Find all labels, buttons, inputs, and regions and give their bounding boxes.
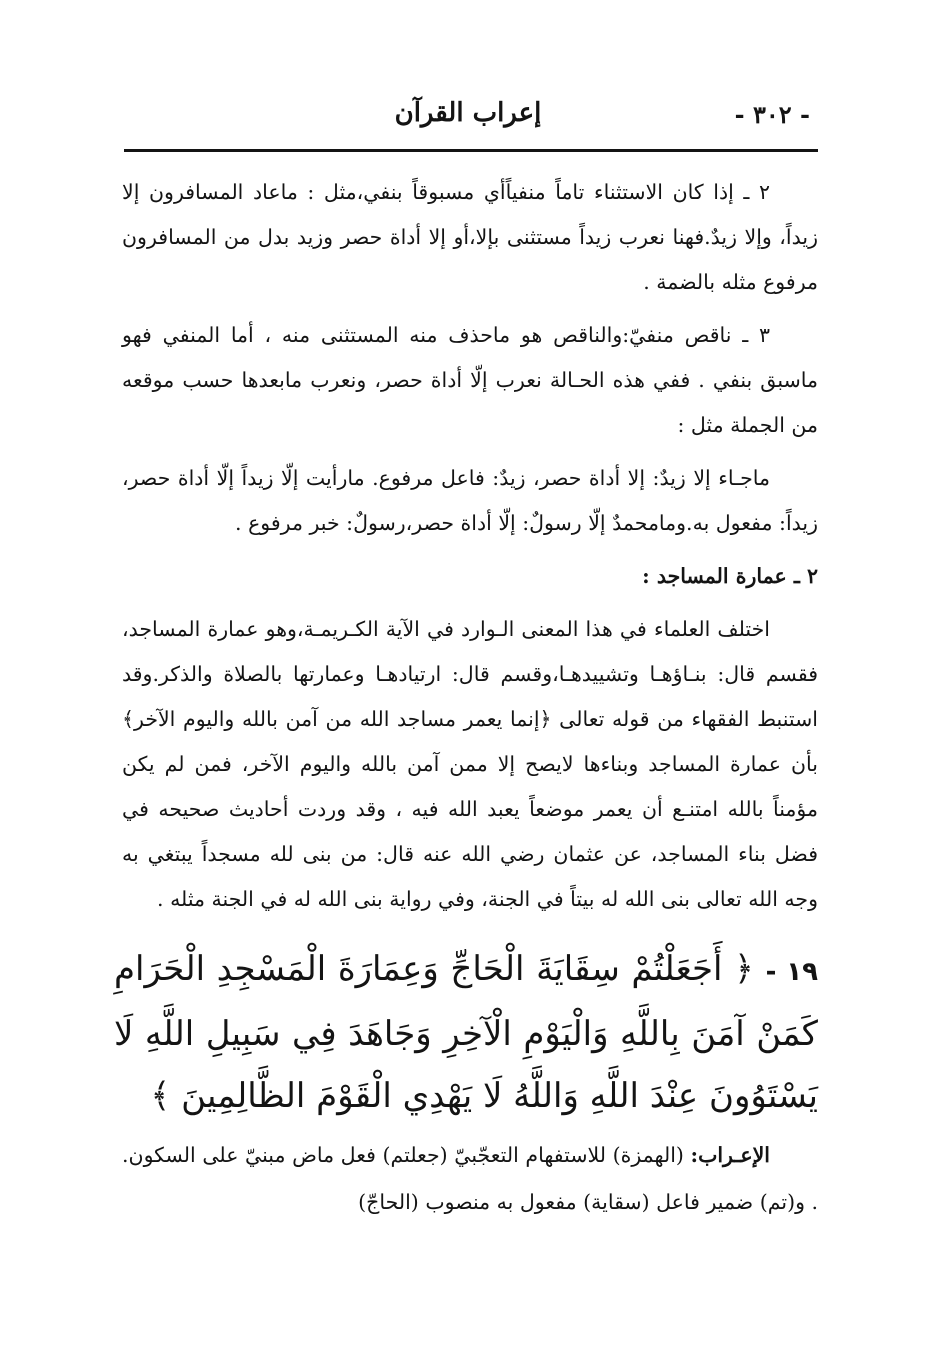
body-text: [122, 170, 818, 930]
quran-verse: [114, 938, 818, 1127]
verse-number: ١٩ -: [765, 957, 818, 987]
section-heading: ٢ ـ عمارة المساجد :: [642, 564, 818, 588]
page-number: - ٣٠٢ -: [734, 100, 810, 129]
running-title: إعراب القرآن: [394, 98, 542, 128]
irab-label: الإعـراب:: [690, 1143, 770, 1167]
paragraph-mosque-building: اختلف العلماء في هذا المعنى الـوارد في الآية الكـريمـة،وهو عمارة المساجد، فقسم قال: بنـاؤهـا وتشييدهـا،وقسم قال: ارتيادهـا وعمارتها بالصلاة والذكر.وقد استنبط الفقهاء من قوله تعالى ﴿إنما يعمر مساجد الله من آمن بالله واليوم الآخر﴾ بأن عمارة المساجد وبناءها لايصح إلا ممن آمن بالله واليوم الآخر، فمن لم يكن مؤمناً بالله امتنـع أن يعمر موضعاً يعبد الله فيه ، وقد وردت أحاديث صحيحه في فضل بناء المساجد، عن عثمان رضي الله عنه قال: من بنى لله مسجداً يبتغي به وجه الله تعالى بنى الله له بيتاً في الجنة، وفي رواية بنى الله له في الجنة مثله .: [122, 617, 818, 911]
paragraph-exception-full-negated: ٢ ـ إذا كان الاستثناء تاماً منفياًأي مسبوقاً بنفي،مثل : ماعاد المسافرون إلا زيداً، وإلا زيدٌ.فهنا نعرب زيداً مستثنى بإلا،أو إلا أداة حصر وزيد بدل من المسافرون مرفوع مثله بالضمة .: [122, 180, 818, 294]
paragraph-exception-deficient-negated: ٣ ـ ناقص منفيّ:والناقص هو ماحذف منه المستثنى منه ، أما المنفي فهو ماسبق بنفي . ففي هذه الحـالة نعرب إلّا أداة حصر، ونعرب مابعدها حسب موقعه من الجملة مثل :: [122, 323, 818, 437]
page-header: [120, 92, 816, 136]
irab-text: (الهمزة) للاستفهام التعجّبيّ (جعلتم) فعل ماض مبنيّ على السكون. . و(تم) ضمير فاعل (سقاية) مفعول به منصوب (الحاجّ): [122, 1143, 818, 1214]
header-rule: [124, 149, 818, 152]
paragraph-examples: ماجـاء إلا زيدٌ: إلا أداة حصر، زيدٌ: فاعل مرفوع. مارأيت إلّا زيداً إلّا أداة حصر، زيداً: مفعول به.ومامحمدٌ إلّا رسولٌ: إلّا أداة حصر،رسولٌ: خبر مرفوع .: [122, 466, 818, 535]
irab-paragraph: [122, 1132, 818, 1226]
verse-text: ﴿ أَجَعَلْتُمْ سِقَايَةَ الْحَاجِّ وَعِمَارَةَ الْمَسْجِدِ الْحَرَامِ كَمَنْ آمَنَ بِاللَّهِ وَالْيَوْمِ الْآخِرِ وَجَاهَدَ فِي سَبِيلِ اللَّهِ لَا يَسْتَوُونَ عِنْدَ اللَّهِ وَاللَّهُ لَا يَهْدِي الْقَوْمَ الظَّالِمِينَ ﴾: [114, 949, 818, 1116]
